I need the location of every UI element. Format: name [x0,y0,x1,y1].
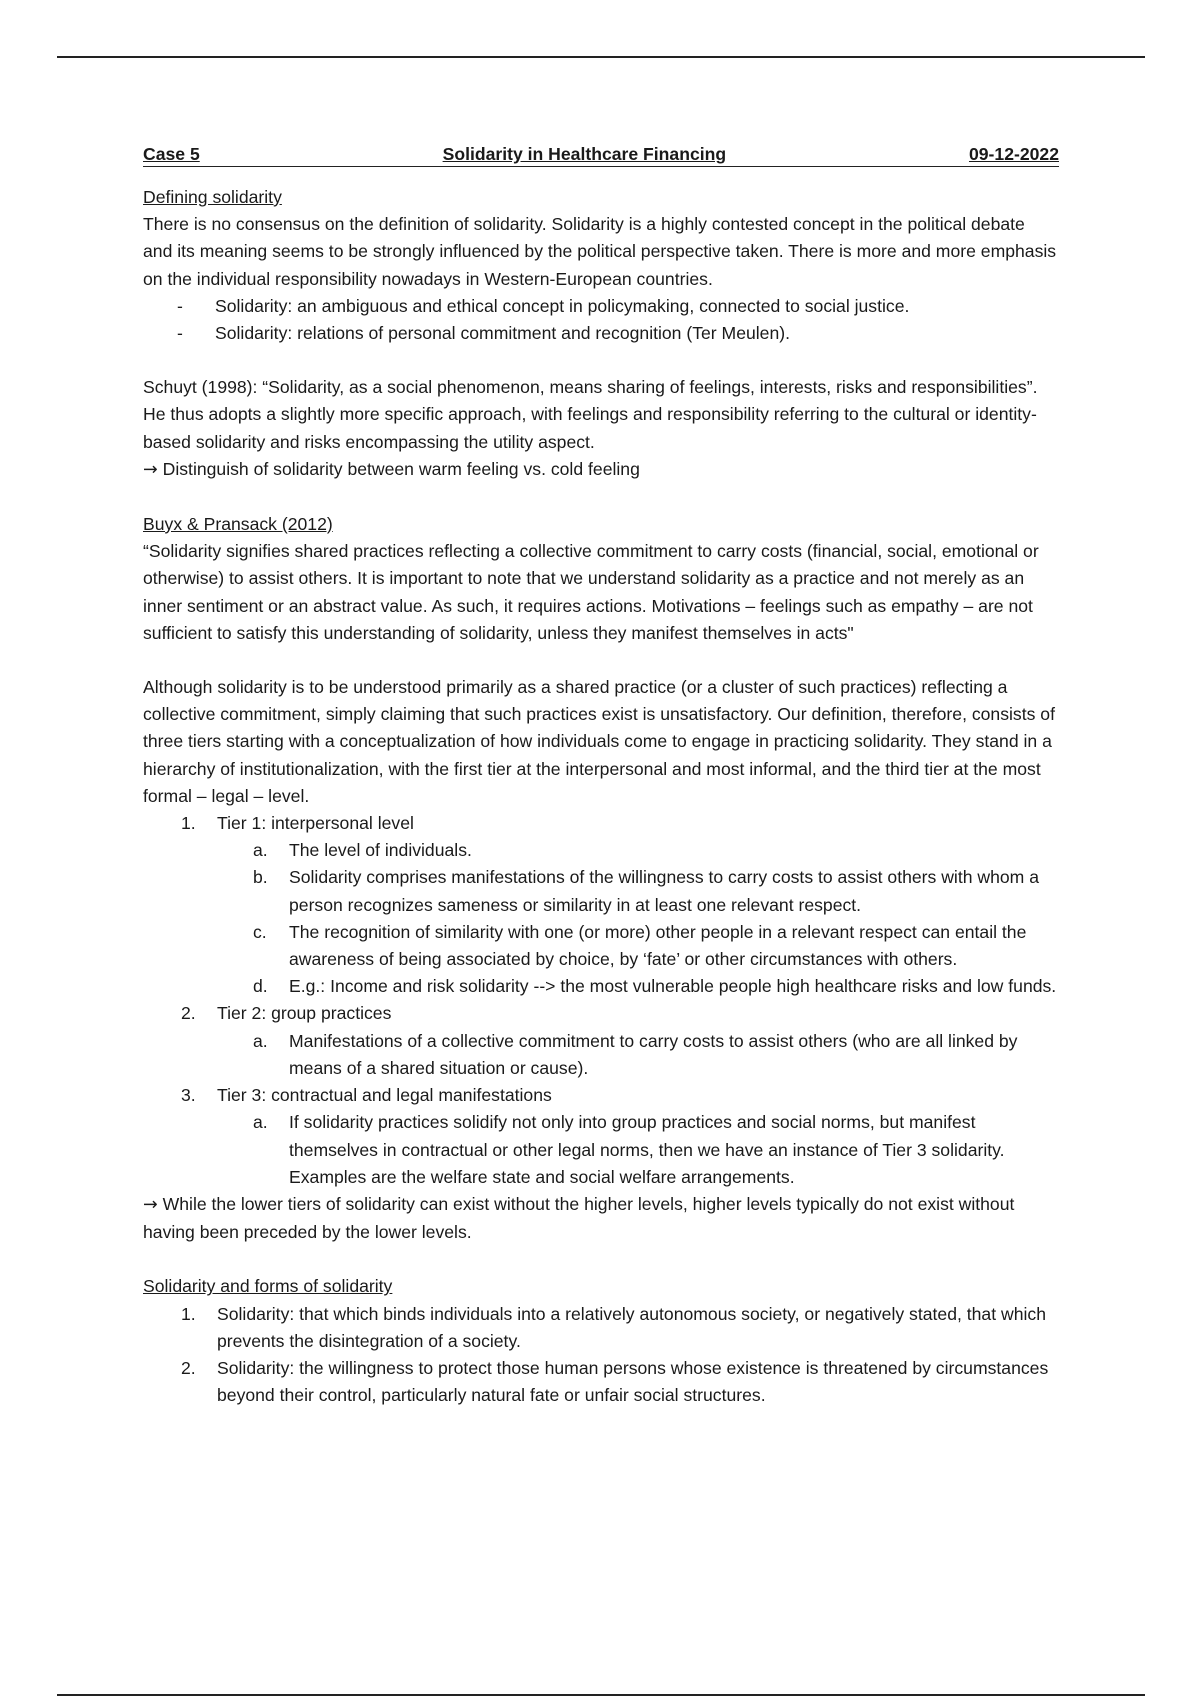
list-letter: a. [253,1030,268,1051]
arrow-icon: → [143,459,158,480]
list-letter: c. [253,921,267,942]
section-title-forms: Solidarity and forms of solidarity [143,1276,393,1297]
document-date: 09-12-2022 [968,144,1059,164]
list-item [253,1109,1059,1191]
document-header [143,142,1059,167]
tier-2-sublist [217,1028,1059,1082]
list-item [253,864,1059,918]
list-number: 2. [181,1003,196,1024]
schuyt-conclusion [143,456,1059,484]
list-item-text: The level of individuals. [289,840,472,861]
forms-list [143,1301,1059,1410]
tiers-conclusion-text: While the lower tiers of solidarity can exist without the higher levels, higher levels typically do not exist without having been preceded by the lower levels. [143,1193,1015,1243]
bullet-item: - Solidarity: relations of personal commitment and recognition (Ter Meulen). [177,320,1059,347]
arrow-icon: → [143,1194,158,1215]
buyx-quote: “Solidarity signifies shared practices reflecting a collective commitment to carry costs (financial, social, emotional or otherwise) to assist others. It is important to note that we understand solidarity as a practice and not merely as an inner sentiment or an abstract value. As such, it requires actions. Motivations – feelings such as empathy – are not sufficient to satisfy this understanding of solidarity, unless they manifest themselves in acts" [143,541,1039,643]
tier-1-sublist [217,837,1059,1000]
list-item-text: The recognition of similarity with one (or more) other people in a relevant respect can entail the awareness of being associated by choice, by ‘fate’ or other circumstances with others. [289,921,1027,970]
bottom-rule [57,1694,1145,1696]
schuyt-paragraph: Schuyt (1998): “Solidarity, as a social phenomenon, means sharing of feelings, interests, risks and responsibilities”. He thus adopts a slightly more specific approach, with feelings and responsibility referring to the cultural or identity-based solidarity and risks encompassing the utility aspect. [143,377,1038,452]
list-number: 1. [181,813,196,834]
tiers-conclusion [143,1191,1059,1246]
tier-list [143,810,1059,1191]
list-item [181,1301,1059,1355]
list-number: 2. [181,1357,196,1378]
buyx-paragraph: Although solidarity is to be understood primarily as a shared practice (or a cluster of such practices) reflecting a collective commitment, simply claiming that such practices exist is unsatisfactory. Our definition, therefore, consists of three tiers starting with a conceptualization of how individuals come to engage in practicing solidarity. They stand in a hierarchy of institutionalization, with the first tier at the interpersonal and most informal, and the third tier at the most formal – legal – level. [143,677,1055,806]
list-number: 3. [181,1085,196,1106]
case-number: Case 5 [143,144,200,164]
list-letter: b. [253,867,268,888]
bullet-item: - Solidarity: an ambiguous and ethical concept in policymaking, connected to social justice. [177,293,1059,320]
list-item [253,919,1059,973]
tier-label: Tier 3: contractual and legal manifestations [217,1085,552,1106]
list-letter: a. [253,1112,268,1133]
list-item-text: If solidarity practices solidify not only into group practices and social norms, but manifest themselves in contractual or other legal norms, then we have an instance of Tier 3 solidarity. Examples are the welfare state and social welfare arrangements. [289,1112,1005,1187]
list-item [253,837,1059,864]
tier-item-2 [181,1000,1059,1082]
tier-item-1 [181,810,1059,1000]
list-item [253,1028,1059,1082]
list-item-text: Solidarity comprises manifestations of the willingness to carry costs to assist others with whom a person recognizes sameness or similarity in at least one relevant respect. [289,867,1039,915]
list-letter: d. [253,976,268,997]
list-item-text: Solidarity: the willingness to protect those human persons whose existence is threatened by circumstances beyond their control, particularly natural fate or unfair social structures. [217,1357,1049,1406]
tier-label: Tier 2: group practices [217,1003,392,1024]
list-item-text: Solidarity: that which binds individuals into a relatively autonomous society, or negatively stated, that which prevents the disintegration of a society. [217,1303,1046,1351]
top-rule [57,56,1145,58]
defining-paragraph: There is no consensus on the definition of solidarity. Solidarity is a highly contested concept in the political debate and its meaning seems to be strongly influenced by the political perspective taken. There is more and more emphasis on the individual responsibility nowadays in Western-European countries. [143,214,1057,289]
list-letter: a. [253,840,268,861]
defining-bullets [143,293,1059,347]
list-item-text: E.g.: Income and risk solidarity --> the most vulnerable people high healthcare risks and low funds. [289,976,1057,997]
schuyt-conclusion-text: Distinguish of solidarity between warm feeling vs. cold feeling [162,458,640,479]
document-page [143,142,1059,1409]
list-number: 1. [181,1303,196,1324]
document-title: Solidarity in Healthcare Financing [442,144,727,164]
section-title-buyx: Buyx & Pransack (2012) [143,514,333,535]
tier-3-sublist [217,1109,1059,1191]
tier-item-3 [181,1082,1059,1191]
list-item-text: Manifestations of a collective commitment to carry costs to assist others (who are all linked by means of a shared situation or cause). [289,1030,1018,1078]
list-item [181,1355,1059,1409]
tier-label: Tier 1: interpersonal level [217,813,414,834]
section-title-defining: Defining solidarity [143,187,282,207]
list-item [253,973,1059,1000]
